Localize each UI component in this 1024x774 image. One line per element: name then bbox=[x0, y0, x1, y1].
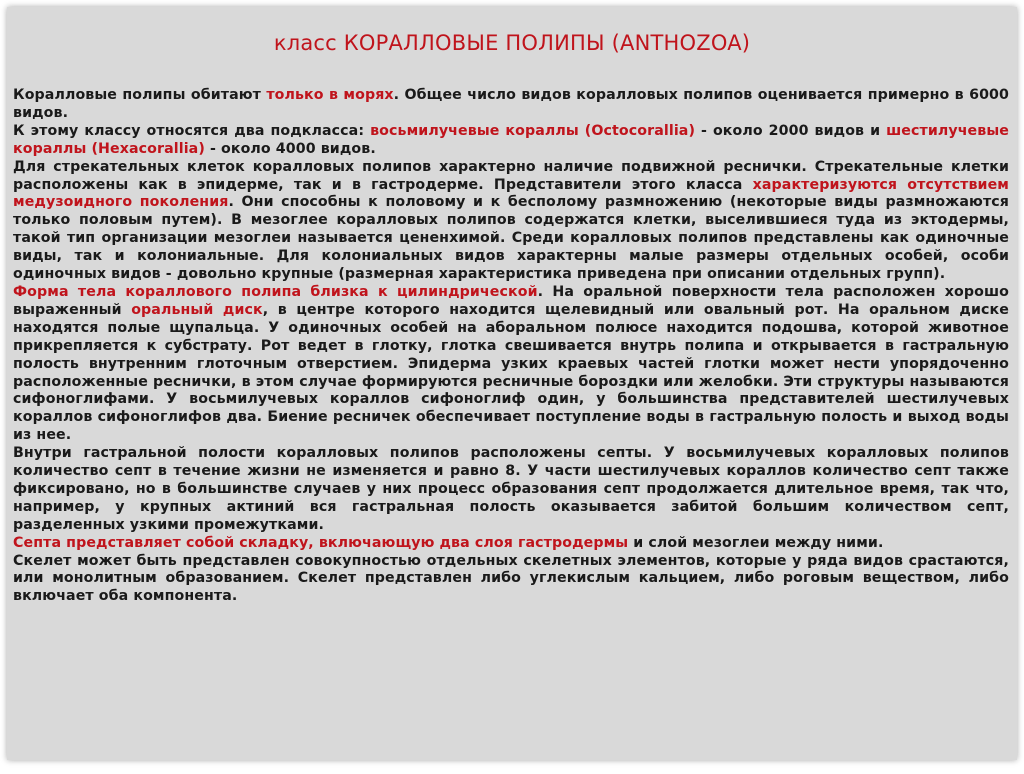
text-run: . На оральной поверхности тела расположен хорошо выраженный bbox=[13, 283, 1010, 318]
highlight-hexacorallia: шестилучевые кораллы (Hexacorallia) bbox=[13, 122, 1009, 157]
text-run: Скелет может быть представлен совокупностью отдельных скелетных элементов, которые у ряда видов срастаются, или монолитным образованием. Скелет представлен либо углекислым кальцием, либо роговым веществом, либо включает оба компонента. bbox=[13, 552, 1009, 605]
highlight-no-medusa: характеризуются отсутствием медузоидного поколения bbox=[13, 176, 1009, 211]
slide bbox=[7, 7, 1017, 760]
text-run: . Общее число видов коралловых полипов оценивается примерно в 6000 видов. bbox=[13, 87, 1009, 121]
highlight-septa-fold: Септа представляет собой складку, включающую два слоя гастродермы bbox=[13, 534, 629, 551]
paragraph-habitat bbox=[13, 87, 1009, 123]
text-run: К этому классу относятся два подкласса: bbox=[13, 122, 371, 139]
highlight-body-shape: Форма тела кораллового полипа близка к цилиндрической bbox=[13, 283, 538, 300]
text-run: Коралловые полипы обитают bbox=[13, 87, 267, 103]
highlight-octocorallia: восьмилучевые кораллы (Octocorallia) bbox=[370, 122, 696, 139]
text-run: и слой мезоглеи между ними. bbox=[628, 534, 884, 551]
slide-title: класс КОРАЛЛОВЫЕ ПОЛИПЫ (ANTHOZOA) bbox=[273, 31, 751, 55]
paragraph-septa-structure bbox=[13, 535, 1009, 553]
text-run: Для стрекательных клеток коралловых полипов характерно наличие подвижной реснички. Стрекательные клетки расположены как в эпидерме, так и в гастродерме. Представители этого класса bbox=[13, 158, 1009, 193]
paragraph-septa bbox=[13, 445, 1009, 535]
text-run: . Они способны к половому и к бесполому размножению (некоторые виды размножаются только половым путем). В мезоглее коралловых полипов содержатся клетки, выселившиеся туда из эктодермы, такой тип организации мезоглеи называется цененхимой. Среди коралловых полипов представлены как одиночные виды, так и колониальные. Для колониальных видов характерны малые размеры отдельных особей, особи одиночных видов - довольно крупные (размерная характеристика приведена при описании отдельных групп). bbox=[13, 194, 1009, 283]
body-text bbox=[13, 87, 1009, 606]
text-run: Внутри гастральной полости коралловых полипов расположены септы. У восьмилучевых коралловых полипов количество септ в течение жизни не изменяется и равно 8. У части шестилучевых кораллов количество септ также фиксировано, но в большинстве случаев у них процесс образования септ продолжается длительное время, так что, например, у крупных актиний вся гастральная полость оказывается забитой большим количеством септ, разделенных узкими промежутками. bbox=[13, 445, 1009, 533]
paragraph-skeleton bbox=[13, 553, 1009, 607]
highlight-oral-disc: оральный диск bbox=[131, 301, 263, 318]
paragraph-cnidocytes bbox=[13, 159, 1009, 284]
text-run: , в центре которого находится щелевидный или овальный рот. На оральном диске находятся полые щупальца. У одиночных особей на аборальном полюсе находится подошва, которой животное прикрепляется к субстрату. Рот ведет в глотку, глотка свешивается внутрь полипа и открывается в гастральную полость внутренним глоточным отверстием. Эпидерма узких краевых частей глотки может нести упорядоченно расположенные реснички, в этом случае формируются ресничные бороздки или желобки. Эти структуры называются сифоноглифами. У восьмилучевых кораллов сифоноглиф один, у большинства представителей шестилучевых кораллов сифоноглифов два. Биение ресничек обеспечивает поступление воды в гастральную полость и выход воды из нее. bbox=[13, 301, 1009, 444]
paragraph-body-shape bbox=[13, 284, 1009, 445]
text-run: - около 4000 видов. bbox=[204, 140, 376, 157]
highlight-only-seas: только в морях bbox=[266, 87, 394, 103]
paragraph-subclasses bbox=[13, 123, 1009, 159]
text-run: - около 2000 видов и bbox=[695, 122, 887, 139]
